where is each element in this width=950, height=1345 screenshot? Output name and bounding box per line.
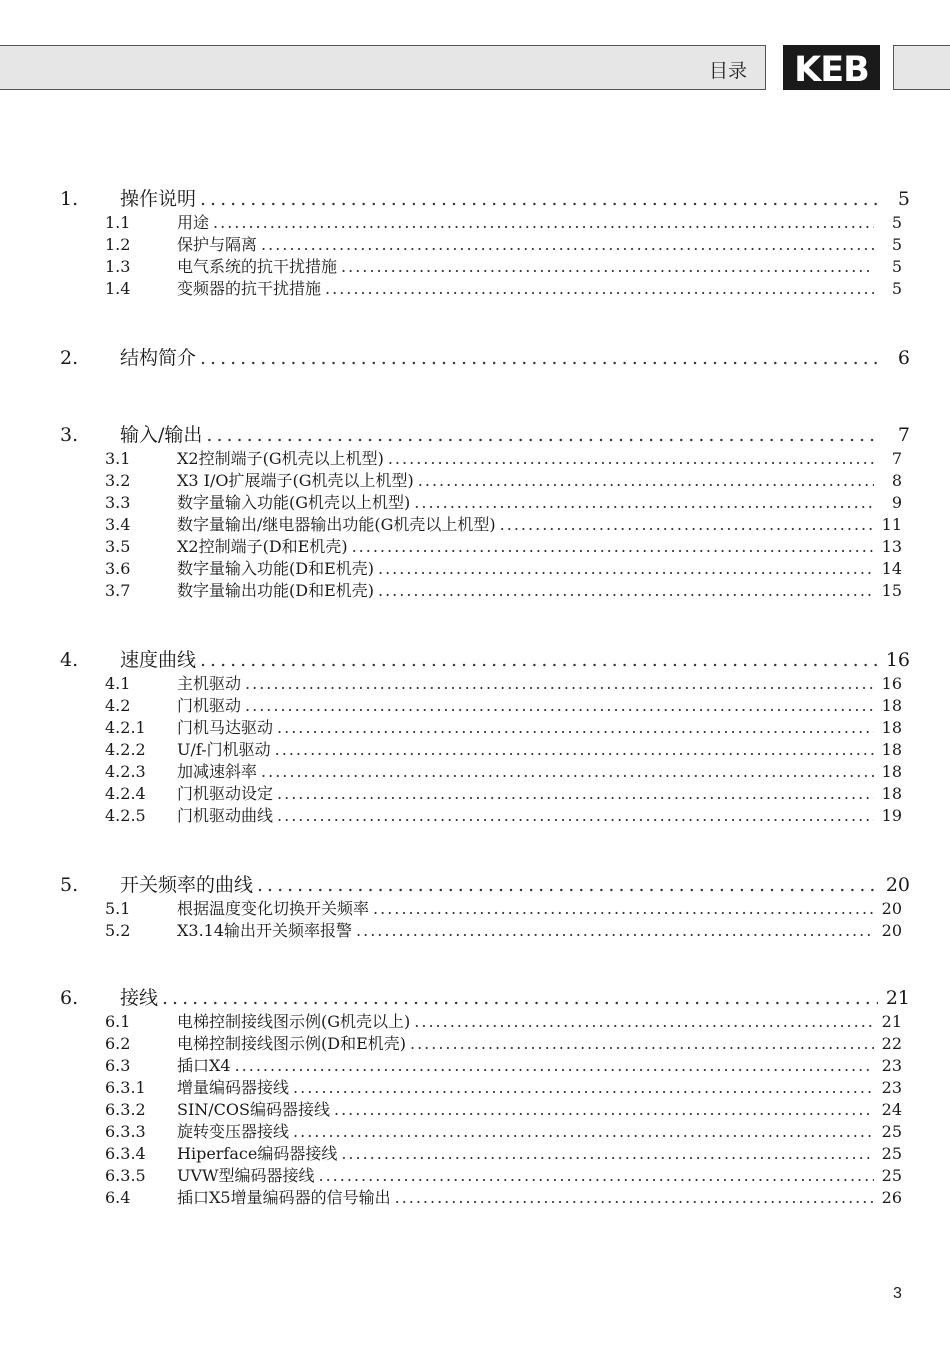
toc-page-number: 5 xyxy=(891,235,902,254)
toc-page-number: 26 xyxy=(881,1188,902,1207)
toc-title: 门机驱动曲线 xyxy=(177,806,274,825)
toc-page-number: 20 xyxy=(881,899,902,918)
toc-title: U/f-门机驱动 xyxy=(177,740,271,759)
toc-section[interactable] xyxy=(105,737,902,759)
toc-title: 数字量输入功能(D和E机壳) xyxy=(177,559,374,578)
toc-leader-dots xyxy=(352,537,874,556)
toc-number: 1. xyxy=(60,188,79,210)
toc-page-number: 5 xyxy=(891,257,902,276)
toc-number: 6.3 xyxy=(105,1056,131,1075)
toc-page-number: 25 xyxy=(881,1144,902,1163)
toc-leader-dots xyxy=(277,718,874,737)
toc-leader-dots xyxy=(410,1034,874,1053)
toc-section[interactable] xyxy=(105,896,902,918)
toc-title: 开关频率的曲线 xyxy=(120,874,254,896)
toc-leader-dots xyxy=(245,674,874,693)
toc-section[interactable] xyxy=(105,276,902,298)
toc-number: 3.7 xyxy=(105,581,131,600)
toc-number: 1.2 xyxy=(105,235,131,254)
toc-title: 速度曲线 xyxy=(120,649,197,671)
toc-chapter[interactable] xyxy=(60,343,910,369)
toc-page-number: 20 xyxy=(885,874,910,896)
toc-page-number: 13 xyxy=(881,537,902,556)
toc-title: 保护与隔离 xyxy=(177,235,258,254)
toc-leader-dots xyxy=(325,279,874,298)
toc-leader-dots xyxy=(261,762,874,781)
toc-number: 3.1 xyxy=(105,449,131,468)
toc-title: 数字量输出功能(D和E机壳) xyxy=(177,581,374,600)
toc-section[interactable] xyxy=(105,210,902,232)
toc-leader-dots xyxy=(378,581,874,600)
toc-leader-dots xyxy=(275,740,874,759)
toc-title: SIN/COS编码器接线 xyxy=(177,1100,330,1119)
toc-leader-dots xyxy=(378,559,874,578)
toc-chapter[interactable] xyxy=(60,983,910,1009)
toc-leader-dots xyxy=(213,213,874,232)
toc-number: 6. xyxy=(60,987,79,1009)
toc-page-number: 15 xyxy=(881,581,902,600)
toc-title: 旋转变压器接线 xyxy=(177,1122,290,1141)
toc-number: 3. xyxy=(60,424,79,446)
toc-section[interactable] xyxy=(105,512,902,534)
toc-number: 2. xyxy=(60,347,79,369)
page-number: 3 xyxy=(893,1285,902,1302)
toc-page-number: 21 xyxy=(885,987,910,1009)
toc-leader-dots xyxy=(341,1144,874,1163)
toc-title: 电梯控制接线图示例(G机壳以上) xyxy=(177,1012,411,1031)
toc-number: 5.1 xyxy=(105,899,131,918)
toc-page-number: 16 xyxy=(881,674,902,693)
toc-chapter[interactable] xyxy=(60,870,910,896)
toc-leader-dots xyxy=(341,257,874,276)
toc-page-number: 23 xyxy=(881,1078,902,1097)
toc-page-number: 20 xyxy=(881,921,902,940)
toc-title: 门机驱动设定 xyxy=(177,784,274,803)
toc-leader-dots xyxy=(277,806,874,825)
toc-page-number: 7 xyxy=(891,449,902,468)
toc-leader-dots xyxy=(373,899,874,918)
toc-title: 数字量输出/继电器输出功能(G机壳以上机型) xyxy=(177,515,496,534)
toc-section[interactable] xyxy=(105,556,902,578)
toc-number: 6.2 xyxy=(105,1034,131,1053)
toc-page-number: 11 xyxy=(881,515,902,534)
toc-title: 操作说明 xyxy=(120,188,197,210)
toc-page-number: 18 xyxy=(881,718,902,737)
toc-number: 3.3 xyxy=(105,493,131,512)
toc-page-number: 9 xyxy=(891,493,902,512)
toc-page-number: 19 xyxy=(881,806,902,825)
toc-title: X2控制端子(G机壳以上机型) xyxy=(177,449,384,468)
toc-title: 接线 xyxy=(120,987,159,1009)
toc-section[interactable] xyxy=(105,1119,902,1141)
toc-number: 6.3.1 xyxy=(105,1078,146,1097)
toc-leader-dots xyxy=(395,1188,874,1207)
toc-title: 门机驱动 xyxy=(177,696,242,715)
toc-section[interactable] xyxy=(105,232,902,254)
toc-title: X2控制端子(D和E机壳) xyxy=(177,537,348,556)
toc-page-number: 5 xyxy=(891,279,902,298)
toc-title: 门机马达驱动 xyxy=(177,718,274,737)
toc-section[interactable] xyxy=(105,468,902,490)
toc-title: 插口X4 xyxy=(177,1056,231,1075)
toc-section[interactable] xyxy=(105,254,902,276)
toc-leader-dots xyxy=(500,515,874,534)
toc-page-number: 5 xyxy=(897,188,910,210)
toc-number: 4.2.4 xyxy=(105,784,146,803)
toc-page-number: 25 xyxy=(881,1166,902,1185)
toc-page-number: 25 xyxy=(881,1122,902,1141)
toc-chapter[interactable] xyxy=(60,184,910,210)
toc-page-number: 23 xyxy=(881,1056,902,1075)
toc-section[interactable] xyxy=(105,1141,902,1163)
toc-number: 6.3.4 xyxy=(105,1144,146,1163)
toc-section[interactable] xyxy=(105,534,902,556)
toc-chapter[interactable] xyxy=(60,420,910,446)
toc-section[interactable] xyxy=(105,490,902,512)
toc-title: 数字量输入功能(G机壳以上机型) xyxy=(177,493,411,512)
toc-title: 插口X5增量编码器的信号输出 xyxy=(177,1188,391,1207)
toc-section[interactable] xyxy=(105,918,902,940)
toc-number: 4. xyxy=(60,649,79,671)
toc-title: 主机驱动 xyxy=(177,674,242,693)
toc-number: 3.2 xyxy=(105,471,131,490)
toc-page-number: 18 xyxy=(881,784,902,803)
toc-leader-dots xyxy=(200,649,878,671)
toc-number: 6.1 xyxy=(105,1012,131,1031)
toc-leader-dots xyxy=(319,1166,875,1185)
toc-title: X3.14输出开关频率报警 xyxy=(177,921,353,940)
toc-page-number: 16 xyxy=(885,649,910,671)
toc-leader-dots xyxy=(388,449,874,468)
toc-section[interactable] xyxy=(105,1075,902,1097)
toc-page-number: 24 xyxy=(881,1100,902,1119)
toc-section[interactable] xyxy=(105,446,902,468)
toc-leader-dots xyxy=(162,987,878,1009)
toc-page-number: 18 xyxy=(881,740,902,759)
toc-title: 结构简介 xyxy=(120,347,197,369)
toc-number: 6.3.2 xyxy=(105,1100,146,1119)
header-title: 目录 xyxy=(708,60,747,82)
toc-title: 用途 xyxy=(177,213,210,232)
toc-page-number: 7 xyxy=(897,424,910,446)
toc-section[interactable] xyxy=(105,1185,902,1207)
keb-logo-text: KEB xyxy=(794,50,869,90)
toc-number: 4.2.3 xyxy=(105,762,146,781)
toc-number: 1.1 xyxy=(105,213,131,232)
toc-number: 4.2.2 xyxy=(105,740,146,759)
toc-section[interactable] xyxy=(105,1009,902,1031)
toc-number: 1.4 xyxy=(105,279,131,298)
toc-page-number: 18 xyxy=(881,696,902,715)
toc-leader-dots xyxy=(293,1122,874,1141)
toc-leader-dots xyxy=(356,921,874,940)
toc-number: 5.2 xyxy=(105,921,131,940)
toc-title: Hiperface编码器接线 xyxy=(177,1144,338,1163)
toc-number: 4.2 xyxy=(105,696,131,715)
toc-leader-dots xyxy=(200,347,878,369)
toc-number: 3.4 xyxy=(105,515,131,534)
toc-chapter[interactable] xyxy=(60,645,910,671)
toc-leader-dots xyxy=(206,424,878,446)
toc-leader-dots xyxy=(261,235,874,254)
toc-leader-dots xyxy=(277,784,874,803)
toc-leader-dots xyxy=(418,471,874,490)
toc-section[interactable] xyxy=(105,1163,902,1185)
toc-section[interactable] xyxy=(105,759,902,781)
toc-leader-dots xyxy=(200,188,878,210)
toc-number: 6.4 xyxy=(105,1188,131,1207)
toc-leader-dots xyxy=(334,1100,874,1119)
toc-leader-dots xyxy=(245,696,874,715)
toc-page-number: 22 xyxy=(881,1034,902,1053)
toc-number: 6.3.5 xyxy=(105,1166,146,1185)
toc-page-number: 5 xyxy=(891,213,902,232)
toc-page-number: 21 xyxy=(881,1012,902,1031)
toc-section[interactable] xyxy=(105,715,902,737)
toc-number: 4.2.1 xyxy=(105,718,146,737)
toc-number: 3.6 xyxy=(105,559,131,578)
toc-section[interactable] xyxy=(105,693,902,715)
toc-title: 变频器的抗干扰措施 xyxy=(177,279,322,298)
toc-leader-dots xyxy=(414,493,874,512)
toc-section[interactable] xyxy=(105,1031,902,1053)
toc-title: 电梯控制接线图示例(D和E机壳) xyxy=(177,1034,406,1053)
toc-section[interactable] xyxy=(105,803,902,825)
toc-number: 4.2.5 xyxy=(105,806,146,825)
toc-page-number: 18 xyxy=(881,762,902,781)
toc-leader-dots xyxy=(293,1078,874,1097)
toc-section[interactable] xyxy=(105,1053,902,1075)
toc-title: UVW型编码器接线 xyxy=(177,1166,315,1185)
toc-number: 1.3 xyxy=(105,257,131,276)
toc-title: 加减速斜率 xyxy=(177,762,258,781)
toc-leader-dots xyxy=(257,874,878,896)
toc-section[interactable] xyxy=(105,578,902,600)
toc-number: 4.1 xyxy=(105,674,131,693)
toc-page-number: 6 xyxy=(897,347,910,369)
toc-title: 根据温度变化切换开关频率 xyxy=(177,899,370,918)
toc-section[interactable] xyxy=(105,671,902,693)
toc-leader-dots xyxy=(235,1056,874,1075)
toc-leader-dots xyxy=(414,1012,874,1031)
toc-title: X3 I/O扩展端子(G机壳以上机型) xyxy=(177,471,414,490)
toc-page-number: 14 xyxy=(881,559,902,578)
toc-title: 输入/输出 xyxy=(120,424,203,446)
toc-section[interactable] xyxy=(105,1097,902,1119)
toc-number: 5. xyxy=(60,874,79,896)
toc-number: 6.3.3 xyxy=(105,1122,146,1141)
toc-page-number: 8 xyxy=(891,471,902,490)
toc-title: 电气系统的抗干扰措施 xyxy=(177,257,338,276)
toc-title: 增量编码器接线 xyxy=(177,1078,290,1097)
toc-number: 3.5 xyxy=(105,537,131,556)
toc-section[interactable] xyxy=(105,781,902,803)
